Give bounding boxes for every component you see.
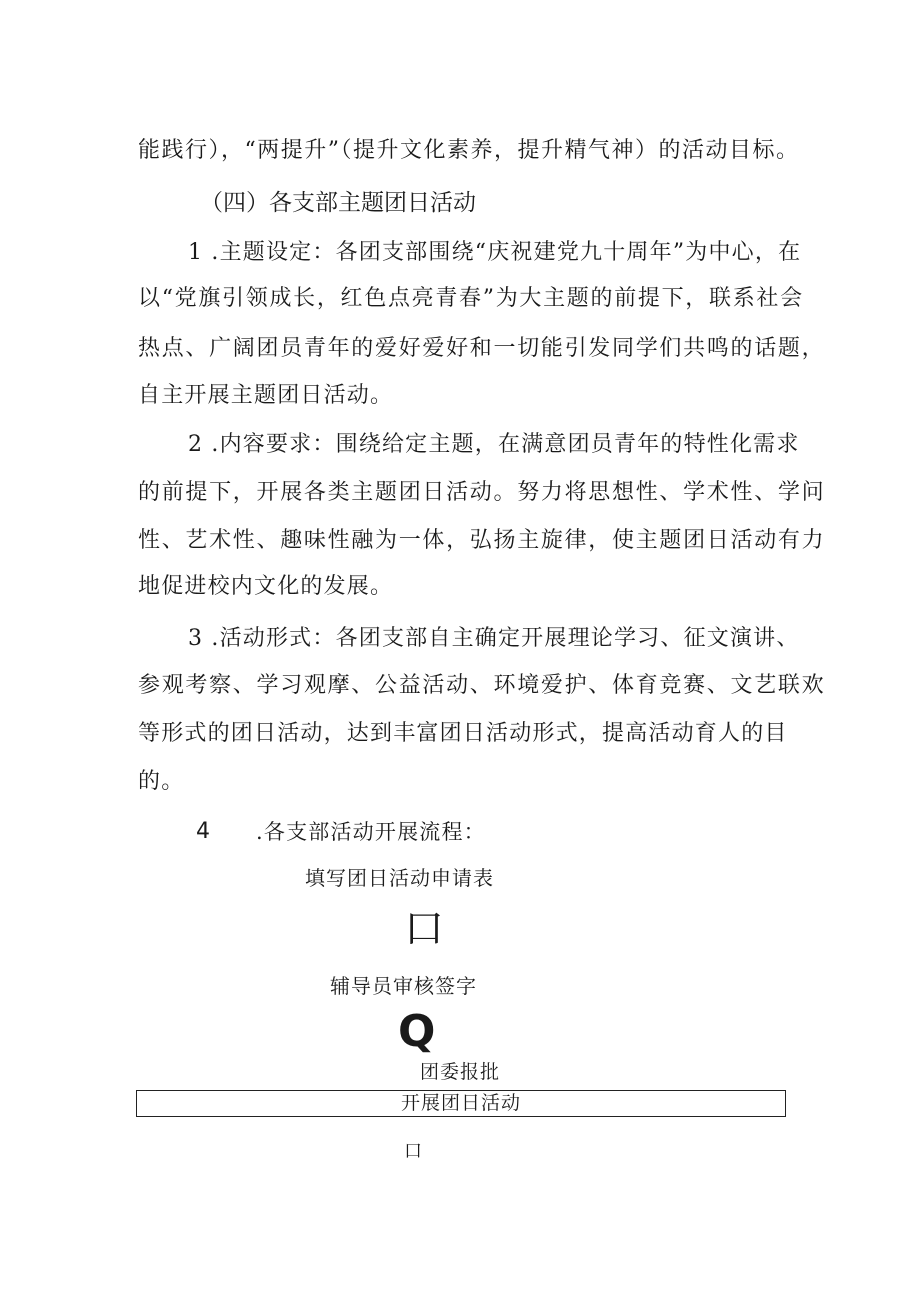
item-1-line-2: 以“党旗引领成长，红色点亮青春”为大主题的前提下，联系社会 (138, 286, 804, 311)
flow-step-counselor-signature: 辅导员审核签字 (330, 974, 477, 998)
item-2-line-3: 性、艺术性、趣味性融为一体，弘扬主旋律，使主题团日活动有力 (138, 528, 826, 553)
flow-step-carry-out: 开展团日活动 (400, 1092, 521, 1114)
item-4-title: .各支部活动开展流程： (256, 820, 486, 844)
item-3-line-2: 参观考察、学习观摩、公益活动、环境爱护、体育竞赛、文艺联欢 (138, 673, 826, 698)
section-heading: （四）各支部主题团日活动 (200, 190, 476, 216)
item-3-line-1: 3 .活动形式：各团支部自主确定开展理论学习、征文演讲、 (188, 626, 800, 651)
flow-arrow-small-square-icon: 口 (404, 1141, 423, 1162)
flow-step-carry-out-box (136, 1090, 786, 1117)
flow-step-apply: 填写团日活动申请表 (305, 866, 494, 890)
flow-step-league-approval: 团委报批 (420, 1061, 501, 1083)
flow-arrow-square-icon: 口 (404, 906, 444, 952)
item-2-line-2: 的前提下，开展各类主题团日活动。努力将思想性、学术性、学问 (138, 480, 826, 505)
item-3-line-4: 的。 (138, 769, 185, 794)
item-2-line-1: 2 .内容要求：围绕给定主题，在满意团员青年的特性化需求 (188, 432, 800, 457)
item-1-line-1: 1 .主题设定：各团支部围绕“庆祝建党九十周年”为中心，在 (188, 240, 802, 265)
item-2-line-4: 地促进校内文化的发展。 (138, 574, 394, 599)
item-1-line-4: 自主开展主题团日活动。 (138, 383, 394, 408)
paragraph-fragment: 能践行），“两提升”（提升文化素养，提升精气神）的活动目标。 (138, 138, 800, 163)
item-3-line-3: 等形式的团日活动，达到丰富团日活动形式，提高活动育人的目 (138, 721, 788, 746)
item-1-line-3: 热点、广阔团员青年的爱好爱好和一切能引发同学们共鸣的话题， (138, 336, 826, 361)
item-4-number: 4 (196, 819, 210, 844)
flow-arrow-q-icon: Q (398, 1006, 436, 1057)
